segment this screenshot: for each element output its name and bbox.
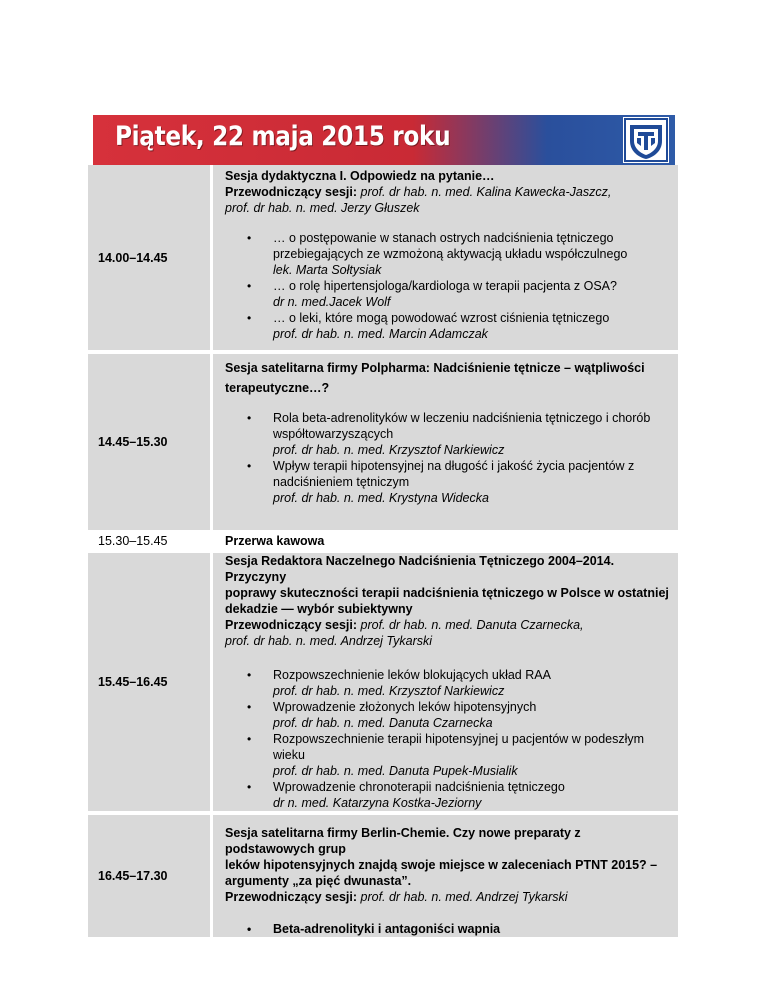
talk-title: • … o postępowanie w stanach ostrych nadciśnienia tętniczego: [273, 231, 614, 245]
chairs-name: prof. dr hab. n. med. Jerzy Głuszek: [225, 201, 420, 215]
session-time: 15.30–15.45: [88, 530, 212, 553]
program-table: [88, 165, 678, 937]
talk-title: • Wpływ terapii hipotensyjnej na długość i jakość życia pacjentów z: [273, 459, 635, 473]
list-item: [273, 699, 672, 731]
talk-list: [225, 230, 672, 342]
chairs-label: Przewodniczący sesji:: [225, 185, 358, 199]
talk-title: współtowarzyszących: [273, 427, 394, 441]
session-title: Sesja dydaktyczna I. Odpowiedz na pytanie…: [225, 169, 495, 183]
banner-title: Piątek, 22 maja 2015 roku: [115, 121, 451, 152]
session-title: dekadzie — wybór subiektywny: [225, 602, 413, 616]
list-item: [273, 278, 672, 310]
session-chairs: [225, 617, 672, 633]
session-time: 14.45–15.30: [88, 354, 212, 530]
chairs-name: prof. dr hab. n. med. Andrzej Tykarski: [225, 634, 433, 648]
list-item: [273, 779, 672, 811]
session-time: 16.45–17.30: [88, 815, 212, 937]
session-title: terapeutyczne…?: [225, 381, 330, 395]
session-content: [212, 530, 679, 553]
talk-list: [225, 667, 672, 811]
session-row: [88, 530, 678, 553]
talk-speaker: prof. dr hab. n. med. Marcin Adamczak: [273, 327, 488, 341]
chairs-name: prof. dr hab. n. med. Danuta Czarnecka,: [360, 618, 584, 632]
talk-speaker: prof. dr hab. n. med. Danuta Pupek-Musialik: [273, 764, 518, 778]
talk-speaker: dr n. med.Jacek Wolf: [273, 295, 391, 309]
session-content: [212, 354, 679, 530]
session-row: [88, 815, 678, 937]
session-title: Sesja Redaktora Naczelnego Nadciśnienia Tętniczego 2004–2014. Przyczyny: [225, 554, 615, 584]
session-content: [212, 815, 679, 937]
talk-title: • Beta-adrenolityki i antagoniści wapnia: [273, 922, 501, 936]
session-row: [88, 165, 678, 350]
talk-title: • … o leki, które mogą powodować wzrost ciśnienia tętniczego: [273, 311, 610, 325]
session-title: argumenty „za pięć dwunasta”.: [225, 874, 412, 888]
session-chairs: [225, 889, 672, 905]
session-title: poprawy skuteczności terapii nadciśnienia tętniczego w Polsce w ostatniej: [225, 586, 669, 600]
talk-speaker: prof. dr hab. n. med. Krzysztof Narkiewicz: [273, 684, 505, 698]
list-item: [273, 230, 672, 278]
day-banner: [93, 115, 675, 165]
talk-list: [225, 921, 672, 937]
ptnt-logo-icon: [623, 117, 669, 163]
list-item: [273, 458, 672, 506]
session-time: 15.45–16.45: [88, 553, 212, 811]
talk-speaker: prof. dr hab. n. med. Krzysztof Narkiewicz: [273, 443, 505, 457]
talk-speaker: lek. Marta Sołtysiak: [273, 263, 382, 277]
session-row: [88, 553, 678, 811]
session-chairs: [225, 184, 672, 200]
list-item: [273, 410, 672, 458]
talk-title: • Rozpowszechnienie leków blokujących układ RAA: [273, 668, 551, 682]
talk-list: [225, 410, 672, 506]
talk-speaker: dr n. med. Katarzyna Kostka-Jeziorny: [273, 796, 482, 810]
talk-title: • Wprowadzenie złożonych leków hipotensyjnych: [273, 700, 537, 714]
chairs-name: prof. dr hab. n. med. Kalina Kawecka-Jaszcz,: [360, 185, 612, 199]
chairs-label: Przewodniczący sesji:: [225, 890, 358, 904]
session-time: 14.00–14.45: [88, 165, 212, 350]
list-item: [273, 731, 672, 779]
list-item: [273, 921, 672, 937]
session-content: [212, 553, 679, 811]
session-row: [88, 354, 678, 530]
talk-speaker: prof. dr hab. n. med. Danuta Czarnecka: [273, 716, 493, 730]
list-item: [273, 310, 672, 342]
talk-title: • … o rolę hipertensjologa/kardiologa w terapii pacjenta z OSA?: [273, 279, 617, 293]
talk-title: nadciśnieniem tętniczym: [273, 475, 410, 489]
session-title: Sesja satelitarna firmy Polpharma: Nadciśnienie tętnicze – wątpliwości: [225, 361, 645, 375]
talk-title: • Rola beta-adrenolityków w leczeniu nadciśnienia tętniczego i chorób: [273, 411, 651, 425]
session-content: [212, 165, 679, 350]
talk-title: przebiegających ze wzmożoną aktywacją układu współczulnego: [273, 247, 628, 261]
talk-title: • Rozpowszechnienie terapii hipotensyjnej u pacjentów w podeszłym wieku: [273, 732, 645, 762]
talk-speaker: prof. dr hab. n. med. Krystyna Widecka: [273, 491, 489, 505]
talk-title: • Wprowadzenie chronoterapii nadciśnienia tętniczego: [273, 780, 565, 794]
chairs-label: Przewodniczący sesji:: [225, 618, 358, 632]
chairs-name: prof. dr hab. n. med. Andrzej Tykarski: [360, 890, 568, 904]
session-title: Przerwa kawowa: [225, 534, 325, 548]
session-title: leków hipotensyjnych znajdą swoje miejsce w zaleceniach PTNT 2015? –: [225, 858, 658, 872]
session-title: Sesja satelitarna firmy Berlin-Chemie. Czy nowe preparaty z podstawowych grup: [225, 826, 581, 856]
list-item: [273, 667, 672, 699]
